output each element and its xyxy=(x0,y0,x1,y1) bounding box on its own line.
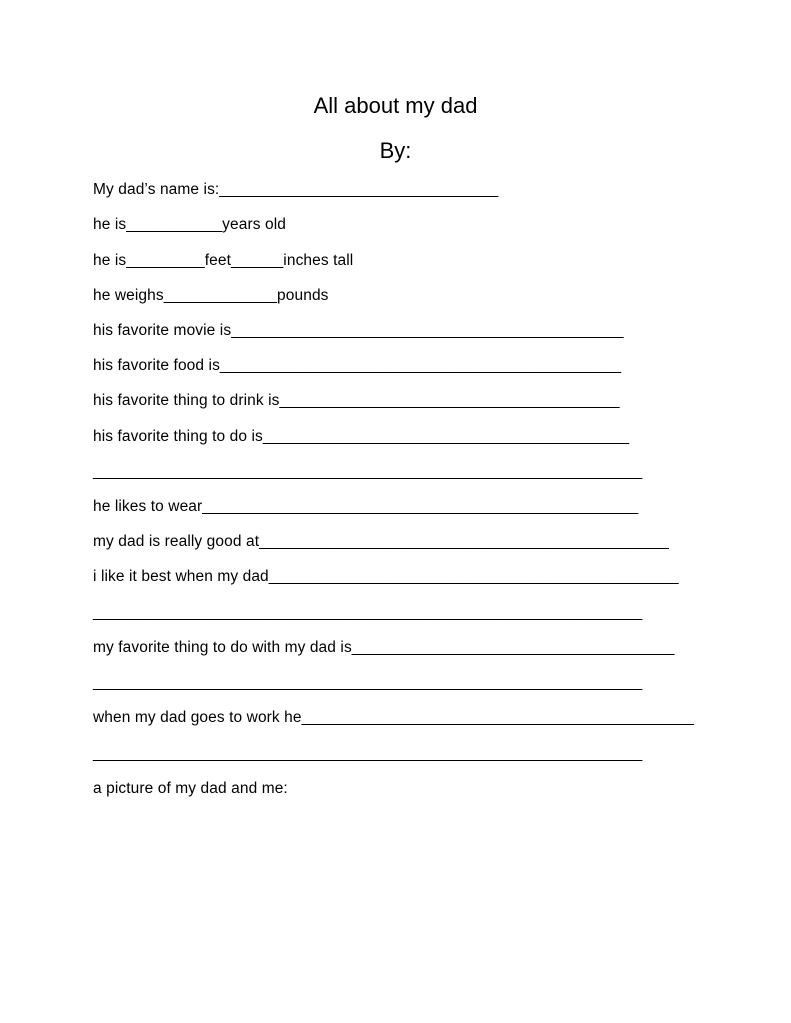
likes-to-wear-line: he likes to wear__________________________________________________ xyxy=(93,498,639,515)
blank-answer-line: _______________________________________________________________ xyxy=(93,745,643,762)
picture-prompt-label: a picture of my dad and me: xyxy=(93,780,288,797)
worksheet-title: All about my dad xyxy=(313,93,478,118)
like-best-line: i like it best when my dad_______________________________________________ xyxy=(93,568,679,585)
author-byline: By: xyxy=(379,138,412,163)
favorite-drink-line: his favorite thing to drink is_______________________________________ xyxy=(93,392,620,409)
favorite-movie-line: his favorite movie is_____________________________________________ xyxy=(93,322,624,339)
favorite-food-line: his favorite food is______________________________________________ xyxy=(93,357,622,374)
blank-answer-line: _______________________________________________________________ xyxy=(93,674,643,691)
dad-name-line: My dad’s name is:________________________________ xyxy=(93,181,499,198)
blank-answer-line: _______________________________________________________________ xyxy=(93,463,643,480)
dad-weight-line: he weighs_____________pounds xyxy=(93,287,329,304)
blank-answer-line: _______________________________________________________________ xyxy=(93,604,643,621)
favorite-thing-with-dad-line: my favorite thing to do with my dad is_____________________________________ xyxy=(93,639,675,656)
dad-work-line: when my dad goes to work he_____________________________________________ xyxy=(93,709,695,726)
dad-height-line: he is_________feet______inches tall xyxy=(93,252,354,269)
good-at-line: my dad is really good at_______________________________________________ xyxy=(93,533,669,550)
dad-age-line: he is___________years old xyxy=(93,216,286,233)
favorite-activity-line: his favorite thing to do is__________________________________________ xyxy=(93,428,630,445)
